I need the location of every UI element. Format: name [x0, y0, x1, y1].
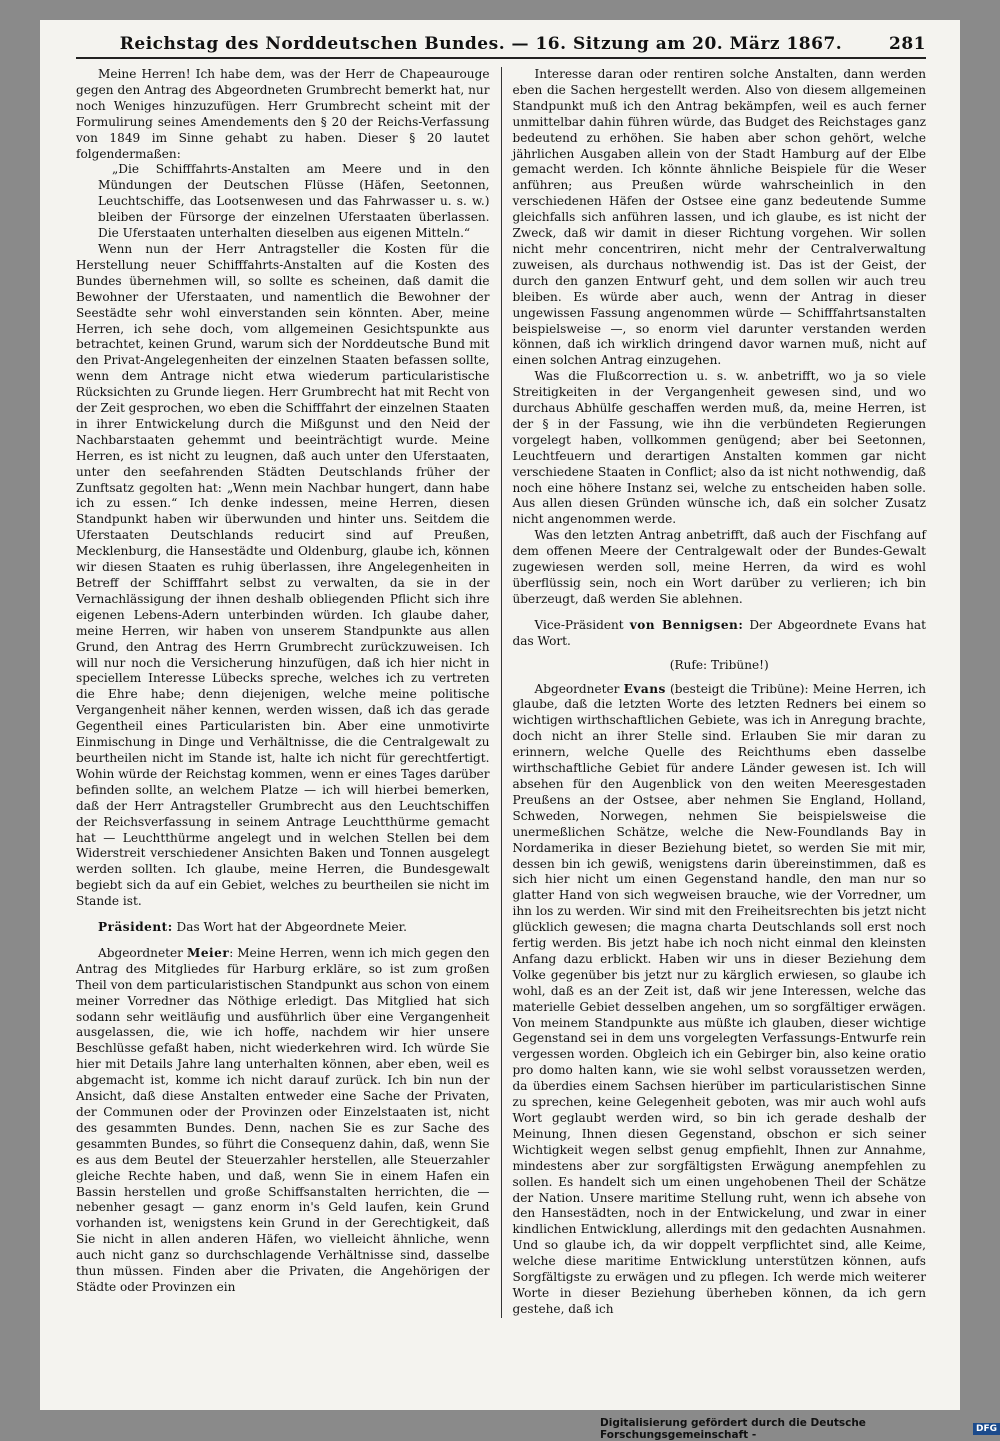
newspaper-page: [40, 20, 960, 1410]
page-header: [76, 34, 926, 59]
speaker-text: Das Wort hat der Abgeordnete Meier.: [172, 920, 407, 935]
speaker-name: Präsident:: [98, 920, 173, 935]
right-column: [502, 67, 927, 1318]
paragraph: Meine Herren! Ich habe dem, was der Herr de Chapeaurouge gegen den Antrag des Abgeordneten Grumbrecht bemerkt hat, nur noch Weniges hinzuzufügen. Herr Grumbrecht scheint mit der Formulirung seines Amendements den § 20 der Reichs-Verfassung von 1849 im Sinne gehabt zu haben. Dieser § 20 lautet folgendermaßen:: [76, 67, 490, 161]
speaker-name: Evans: [623, 681, 666, 696]
quote-paragraph: „Die Schifffahrts-Anstalten am Meere und in den Mündungen der Deutschen Flüsse (Häfen, Seetonnen, Leuchtschiffe, das Lootsenwesen und das Fahrwasser u. s. w.) bleiben der Fürsorge der einzelnen Uferstaaten überlassen. Die Uferstaaten unterhalten dieselben aus eigenen Mitteln.“: [98, 162, 490, 241]
speaker-text: Der Abgeordnete Evans hat das Wort.: [512, 617, 926, 648]
footer-text: Digitalisierung gefördert durch die Deutsche Forschungsgemeinschaft -: [600, 1417, 866, 1441]
speaker-name: Meier: [186, 945, 230, 960]
dfg-logo: DFG: [973, 1423, 1000, 1435]
speaker-text: : Meine Herren, wenn ich mich gegen den Antrag des Mitgliedes für Harburg erkläre, so ist zum großen Theil von dem particularistischen Standpunkt aus schon von einem meiner Vorredner das Nöthige erledigt. Das Mitglied hat sich sodann sehr weitläufig und ausführlich über eine Vergangenheit ausgelassen, die, wie ich hoffe, nachdem wir hier unsere Beschlüsse gefaßt haben, nicht wiederkehren wird. Ich würde Sie hier mit Details Jahre lang unterhalten können, aber eben, weil es abgemacht ist, komme ich nicht darauf zurück. Ich bin nun der Ansicht, daß diese Anstalten entweder eine Sache der Privaten, der Communen oder der Provinzen oder Einzelstaaten ist, nicht des gesammten Bundes. Denn, nachen Sie es zur Sache des gesammten Bundes, so führt die Consequenz dahin, daß, wenn Sie es aus dem Beutel der Steuerzahler herstellen, alle Steuerzahler gleiche Rechte haben, und daß, wenn Sie in einem Hafen ein Bassin herstellen und große Schiffsanstalten herrichten, die — nebenher gesagt — ganz enorm in's Geld laufen, kein Grund vorhanden ist, wenigstens kein Grund in der Gerechtigkeit, daß Sie nicht in allen anderen Häfen, wo vielleicht ähnliche, wenn auch nicht ganz so durchschlagende Verhältnisse sind, dasselbe thun müssen. Finden aber die Privaten, die Angehörigen der Städte oder Provinzen ein: [76, 945, 490, 1294]
page-number: 281: [889, 34, 926, 54]
speaker-paragraph: [513, 682, 927, 1318]
left-column: [76, 67, 501, 1318]
speaker-paragraph: [76, 920, 490, 936]
interjection: (Rufe: Tribüne!): [669, 657, 769, 672]
paragraph: Was die Flußcorrection u. s. w. anbetrifft, wo ja so viele Streitigkeiten in der Vergangenheit gewesen sind, und wo durchaus Abhülfe geschaffen werden muß, da, meine Herren, ist der § in der Fassung, wie ihn die verbündeten Regierungen vorgelegt haben, vollkommen genügend; aber bei Seetonnen, Leuchtfeuern und derartigen Anstalten kommen gar nicht verschiedene Staaten in Conflict; also da ist nicht nothwendig, daß noch eine höhere Instanz sei, welche zu entscheiden haben solle. Aus allen diesen Gründen wünsche ich, daß ein solcher Zusatz nicht angenommen werde.: [512, 369, 926, 527]
speaker-paragraph: [76, 946, 490, 1296]
paragraph: Interesse daran oder rentiren solche Anstalten, dann werden eben die Sachen hergestellt werden. Also von diesem allgemeinen Standpunkt muß ich den Antrag bekämpfen, weil es auch ferner unmittelbar dahin führen würde, das Budget des Reichstages ganz bedeutend zu erhöhen. Sie haben aber schon gehört, welche jährlichen Ausgaben allein von der Stadt Hamburg auf der Elbe gemacht werden. Ich könnte ähnliche Beispiele für die Weser anführen; aus Preußen würde wahrscheinlich in den verschiedenen Häfen der Ostsee eine ganz bedeutende Summe gleichfalls sich anführen lassen, und ich glaube, es ist nicht der Zweck, daß wir damit in dieser Richtung vorgehen. Wir sollen nicht mehr concentriren, nicht mehr der Centralverwaltung zuweisen, als durchaus nothwendig ist. Das ist der Geist, der durch den ganzen Entwurf geht, und dem sollen wir auch treu bleiben. Es würde aber auch, wenn der Antrag in dieser ungewissen Fassung angenommen würde — Schifffahrtsanstalten beispielsweise —, so enorm viel darunter verstanden werden können, daß ich wirklich dringend davor warnen muß, nicht auf einen solchen Antrag einzugehen.: [512, 67, 926, 368]
speaker-prefix: Abgeordneter: [98, 945, 187, 960]
speaker-prefix: Abgeordneter: [534, 681, 624, 696]
speaker-name: von Bennigsen:: [629, 617, 744, 632]
speaker-text: (besteigt die Tribüne): Meine Herren, ich glaube, daß die letzten Worte des letzten Redners bei einem so wichtigen wirthschaftlichen Gebiete, was ich in Anregung brachte, doch nicht an ihrer Stelle sind. Erlauben Sie mir daran zu erinnern, welche Quelle des Reichthums eben dasselbe wirthschaftliche Gebiet für andere Länder gewesen ist. Ich will absehen für den Augenblick von den weiten Meeresgestaden Preußens an der Ostsee, aber nehmen Sie England, Holland, Schweden, Norwegen, nehmen Sie beispielsweise die unermeßlichen Schätze, welche die New-Foundlands Bay in Nordamerika in dieser Beziehung bietet, so werden Sie mit mir, dessen bin ich gewiß, wenigstens darin übereinstimmen, daß es sich hier nicht um einen Gegenstand handle, den man nur so glatter Hand von sich wegweisen brauche, wie der Vorredner, um ihn los zu werden. Wir sind mit den Freiheitsrechten bis jetzt nicht glücklich gewesen; die magna charta Deutschlands soll erst noch fertig werden. Bis jetzt habe ich noch nicht einmal den kleinsten Anfang dazu erblickt. Haben wir uns in dieser Beziehung dem Volke gegenüber bis jetzt nur zu kärglich erwiesen, so glaube ich wohl, daß es an der Zeit ist, daß wir jene Interessen, welche das materielle Gebiet desselben angehen, um so sorgfältiger erwägen. Von meinem Standpunkte aus müßte ich glauben, dieser wichtige Gegenstand sei in dem uns vorgelegten Verfassungs-Entwurfe rein vergessen worden. Obgleich ich ein Gebirger bin, also keine oratio pro domo halten kann, wie sie wohl selbst voraussetzen werden, da überdies einem Sachsen hierüber im particularistischen Sinne zu sprechen, keine Gelegenheit geboten, was mir auch wohl aufs Wort geglaubt werden wird, so bin ich gerade deshalb der Meinung, Ihnen diesen Gegenstand, obschon er sich seiner Wichtigkeit wegen selbst genug empfiehlt, Ihnen zur Annahme, mindestens aber zur sorgfältigsten Erwägung anempfehlen zu sollen. Es handelt sich um einen ungehobenen Theil der Schätze der Nation. Unsere maritime Stellung ruht, wenn ich absehe von den Hansestädten, noch in der Entwickelung, und zwar in einer kindlichen Entwicklung, allerdings mit den gedachten Ausnahmen. Und so glaube ich, da wir doppelt verpflichtet sind, alle Keime, welche diese maritime Entwicklung unterstützen können, aufs Sorgfältigste zu erwägen und zu pflegen. Ich werde mich weiterer Worte in dieser Beziehung überheben können, da ich gern gestehe, daß ich: [512, 681, 926, 1316]
digitization-footer: [600, 1417, 1000, 1441]
speaker-prefix: Vice-Präsident: [534, 617, 630, 632]
text-columns: [76, 67, 926, 1318]
speaker-paragraph: [513, 618, 927, 650]
paragraph: Was den letzten Antrag anbetrifft, daß auch der Fischfang auf dem offenen Meere der Centralgewalt oder der Bundes-Gewalt zugewiesen werden soll, meine Herren, da wird es wohl überflüssig sein, noch ein Wort darüber zu verlieren; ich bin überzeugt, daß werden Sie ablehnen.: [512, 528, 926, 606]
page-title: Reichstag des Norddeutschen Bundes. — 16. Sitzung am 20. März 1867.: [119, 34, 843, 54]
paragraph: Wenn nun der Herr Antragsteller die Kosten für die Herstellung neuer Schifffahrts-Anstalten auf die Kosten des Bundes übernehmen will, so sollte es scheinen, daß damit die Bewohner der Uferstaaten, und namentlich die Bewohner der Seestädte sehr wohl einverstanden sein könnten. Aber, meine Herren, ich sehe doch, vom allgemeinen Gesichtspunkte aus betrachtet, keinen Grund, warum sich der Norddeutsche Bund mit den Privat-Angelegenheiten der einzelnen Staaten befassen sollte, wenn dem Antrage nicht etwa wiederum particularistische Rücksichten zu Grunde liegen. Herr Grumbrecht hat mit Recht von der Zeit gesprochen, wo eben die Schifffahrt der einzelnen Staaten in ihrer Entwickelung durch die Mißgunst und den Neid der Nachbarstaaten gehemmt und beeinträchtigt wurde. Meine Herren, es ist nicht zu leugnen, daß auch unter den Uferstaaten, unter den seefahrenden Städten Deutschlands früher der Zunftsatz gegolten hat: „Wenn mein Nachbar hungert, dann habe ich zu essen.“ Ich denke indessen, meine Herren, diesen Standpunkt haben wir überwunden und hinter uns. Seitdem die Uferstaaten Deutschlands reducirt sind auf Preußen, Mecklenburg, die Hansestädte und Oldenburg, glaube ich, können wir diesen Staaten es ruhig überlassen, ihre Angelegenheiten in Betreff der Schifffahrt selbst zu verwalten, da sie in der Vernachlässigung der ihnen deshalb obliegenden Pflicht sich ihre eigenen Lebens-Adern unterbinden würden. Ich glaube daher, meine Herren, wir haben von unserem Standpunkte aus allen Grund, den Antrag des Herrn Grumbrecht zurückzuweisen. Ich will nur noch die Versicherung hinzufügen, daß ich hier nicht in speciellem Interesse Lübecks spreche, welches ich zu vertreten die Ehre habe; denn diejenigen, welche meine politische Vergangenheit näher kennen, werden wissen, daß ich das gerade Gegentheil eines Particularisten bin. Aber eine unmotivirte Einmischung in Dinge und Verhältnisse, die die Centralgewalt zu beurtheilen nicht im Stande ist, halte ich nicht für gerechtfertigt. Wohin würde der Reichstag kommen, wenn er eines Tages darüber befinden sollte, an welchem Platze — ich will hierbei bemerken, daß der Herr Antragsteller Grumbrecht aus den Leuchtschiffen der Reichsverfassung in seinem Antrage Leuchtthürme gemacht hat — Leuchtthürme angelegt und in welchen Stellen bei dem Widerstreit verschiedener Ansichten Baken und Tonnen ausgelegt werden sollten. Ich glaube, meine Herren, die Bundesgewalt begiebt sich da auf ein Gebiet, welches zu beurtheilen sie nicht im Stande ist.: [76, 241, 490, 909]
